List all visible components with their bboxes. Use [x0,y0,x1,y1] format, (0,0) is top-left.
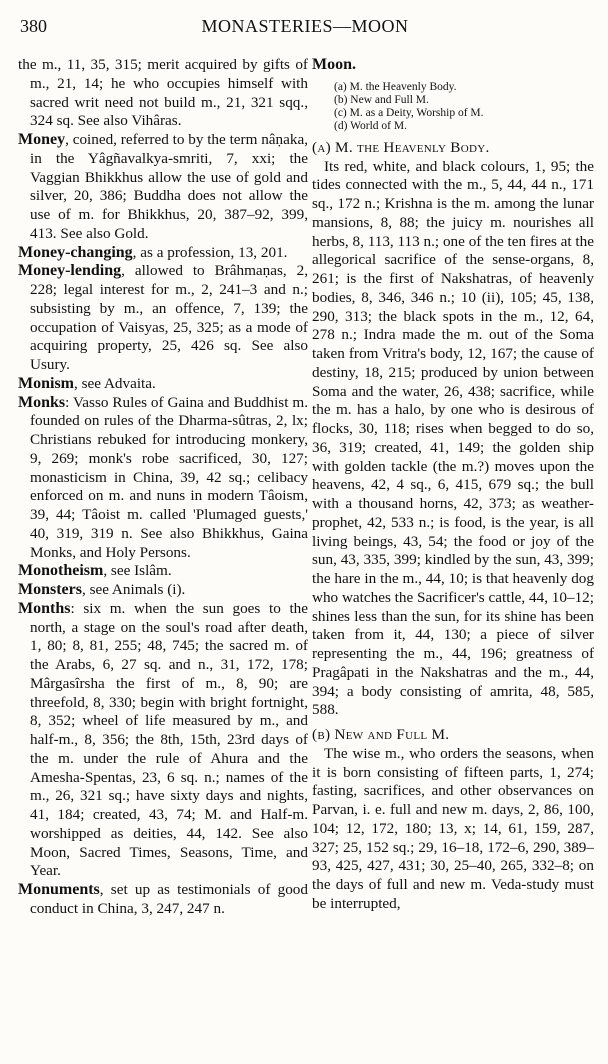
entry-headword: Months [18,599,71,617]
entry-headword: Monks [18,393,66,411]
index-entry [18,375,308,394]
entry-text: , coined, referred to by the term nâṇaka, in the Yâgñavalkya-smriti, 7, xxi; the Vaggian Bhikkhus allow the use of gold and silver, 20, 386; Buddha does not allow the use of m. for Bhikkhus, 20, 387–92, 399, 413. See also Gold. [30,131,308,242]
entry-headword: Monism [18,374,74,392]
right-column [312,56,594,1058]
entry-text: , as a profession, 13, 201. [132,243,288,261]
subsection-item: (b) New and Full M. [334,93,429,106]
section-text: The wise m., who orders the seasons, when it is born consisting of fifteen parts, 1, 274; fasting, sacrifices, and other observances on Parvan, i. e. full and new m. days, 2, 86, 100, 104; 12, 172, 180; 13, x; 14, 61, 159, 287, 327; 25, 152 sq.; 29, 16–18, 172–6, 290, 389–93, 425, 427, 431; 30, 25–40, 265, 332–8; on the days of full and new m. Veda-study must be interrupted, [312,744,594,912]
section-heading: (a) M. the Heavenly Body. [312,138,490,156]
entry-headword: Monuments [18,881,100,898]
subsection-item: (d) World of M. [334,119,407,132]
entry-text: , allowed to Brâhmaṇas, 2, 228; legal interest for m., 2, 241–3 and n.; subsisting by m., an offence, 7, 139; the occupation of Vaisyas, 25, 325; as a mode of acquiring property, 25, 426 sq. See also Usury. [30,262,308,373]
index-entry [18,244,308,263]
entry-text: : Vasso Rules of Gaina and Buddhist m. founded on rules of the Dharma-sûtras, 2, lx; Christians rebuked for introducing monkery, 9, 269; monk's robe sacrificed, 30, 127; monasticism in China, 39, 42 sq.; celibacy enforced on m. and nuns in modern Tâoism, 39, 44; Tâoist m. called 'Plumaged guests,' 40, 319, 319 n. See also Bhikkhus, Gaina Monks, and Holy Persons. [30,393,308,561]
entry-text: , see Islâm. [103,562,172,580]
index-entry [18,581,308,600]
running-title: MONASTERIES—MOON [201,16,409,36]
subsection-item: (a) M. the Heavenly Body. [334,80,457,93]
entry-headword: Moon. [312,56,356,73]
subsection-list [334,81,594,133]
section-heading: (b) New and Full M. [312,726,450,743]
entry-text: , set up as testimonials of good conduct in China, 3, 247, 247 n. [30,881,308,917]
continued-entry: the m., 11, 35, 315; merit acquired by gifts of m., 21, 14; he who occupies himself with sacred writ need not build m., 21, 321 sqq., 324 sq. See also Vihâras. [18,56,308,130]
index-entry [18,394,308,563]
left-column [18,56,308,1058]
index-entry-moon [312,56,594,75]
section-text: Its red, white, and black colours, 1, 95; the tides connected with the m., 5, 44, 44 n., 171 sq., 172 n.; Krishna is the m. among the lunar mansions, 8, 88; the juicy m. nourishes all herbs, 8, 113, 113 n.; one of the ten fires at the allegorical sacrifice of the sense-organs, 8, 261; is the first of Nakshatras, of heavenly bodies, 8, 346, 346 n.; 10 (ii), 105; 45, 138, 290, 313; the black spots in the m., 12, 64, 278 n.; Indra made the m. out of the Soma taken from Vritra's body, 12, 167; the cause of destiny, 18, 215; produced by union between Soma and the water, 26, 438; sacrifice, while the m. has a halo, by one who is desirous of flocks, 30, 118; rises when begged to do so, 36, 319; created, 41, 149; the golden ship with golden tackle (the m.?) moves upon the heavens, 42, 4 sq., 6, 415, 679 sq.; the bull with a thousand horns, 42, 373; as weather-prophet, 42, 533 n.; is food, is the year, is all living beings, 43, 54; the food or joy of the sun, 43, 335, 399; kindled by the sun, 43, 399; the hare in the m., 44, 10; is that heavenly dog who watches the Sacrificer's cattle, 44, 10–12; shines less than the sun, for its shine has been taken from it, 44, 130; a piece of silver representing the m., 44, 196; greatness of Pragâpati in the Nakshatras and the m., 44, 394; a body consisting of amrita, 48, 585, 588. [312,157,594,719]
index-entry [18,131,308,244]
index-entry [18,600,308,881]
subsection-item: (c) M. as a Deity, Worship of M. [334,106,484,119]
running-header [16,12,594,38]
entry-text: , see Advaita. [74,374,156,392]
index-entry [18,562,308,581]
entry-headword: Money-changing [18,243,133,261]
index-entry [18,881,308,919]
entry-text: , see Animals (i). [81,581,186,598]
entry-headword: Monsters [18,581,82,598]
entry-text: : six m. when the sun goes to the north, a stage on the soul's road after death, 1, 80; 8, 81, 255; 48, 745; the sacred m. of the Arabs, 6, 27 sq. and n., 31, 172, 178; Mârgasîrsha the first of m., 8, 90; are threefold, 8, 330; begin with bright fortnight, 8, 352; wheel of life measured by m., and half-m., 8, 356; the 8th, 15th, 23rd days of the m. under the rule of Ahura and the Amesha-Spentas, 23, 6 sq. n.; names of the m., 26, 321 sq.; have sixty days and nights, 41, 184; created, 43, 74; M. and Half-m. worshipped as deities, 44, 142. See also Moon, Sacred Times, Seasons, Time, and Year. [30,599,308,880]
entry-headword: Money-lending [18,262,122,280]
index-entry [18,262,308,375]
entry-headword: Money [18,131,66,148]
entry-headword: Monotheism [18,562,104,580]
page-number: 380 [20,16,47,36]
